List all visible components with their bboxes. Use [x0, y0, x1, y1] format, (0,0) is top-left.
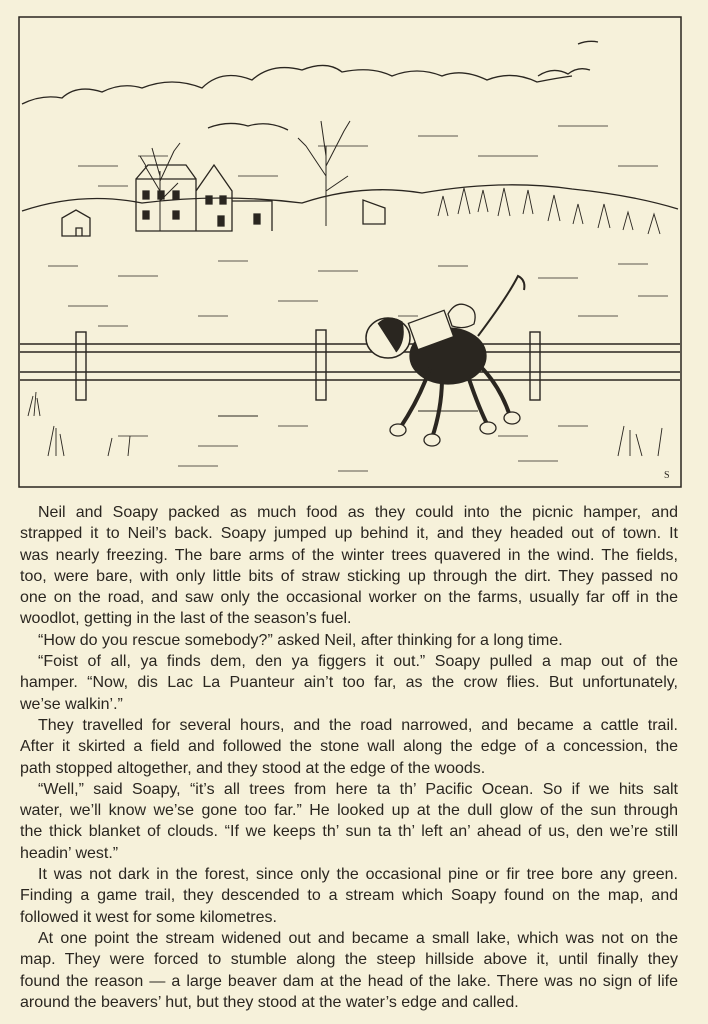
- text-line: After it skirted a field and followed the stone wall along the edge of a concession, the: [20, 738, 678, 756]
- illustration-farm-scene: [18, 16, 682, 488]
- text-line: path stopped altogether, and they stood at the edge of the woods.: [20, 759, 486, 777]
- text-line: Neil and Soapy packed as much food as they could into the picnic hamper, and: [38, 504, 678, 521]
- text-line: was nearly freezing. The bare arms of the winter trees quavered in the wind. The fields,: [20, 546, 678, 564]
- text-line: At one point the stream widened out and became a small lake, which was not on the: [38, 929, 678, 947]
- text-line: the thick blanket of clouds. “If we keeps th’ sun ta th’ left an’ ahead of us, den we’re still: [20, 823, 678, 841]
- text-line: “Foist of all, ya finds dem, den ya figgers it out.” Soapy pulled a map out of the: [38, 653, 678, 671]
- text-line: found the reason — a large beaver dam at the head of the lake. There was no sign of life: [20, 972, 678, 990]
- cloud-outline: [22, 65, 572, 104]
- paragraph: [20, 864, 678, 928]
- paragraph: [20, 928, 678, 1013]
- text-line: hamper. “Now, dis Lac La Puanteur ain’t too far, as the crow flies. But unfortunately,: [20, 674, 678, 692]
- text-line: headin’ west.”: [20, 844, 119, 862]
- text-line: It was not dark in the forest, since only the occasional pine or fir tree bore any green.: [38, 866, 678, 884]
- paragraph: [20, 779, 678, 864]
- paragraph: [20, 715, 678, 779]
- text-line: around the beavers’ hut, but they stood at the water’s edge and called.: [20, 993, 519, 1011]
- grass-tufts: [28, 392, 662, 456]
- soapy-character: [448, 304, 475, 327]
- field-hatching: [48, 261, 668, 326]
- text-line: strapped it to Neil’s back. Soapy jumped up behind it, and they headed out of town. It: [20, 525, 678, 543]
- road-hatching: [118, 426, 588, 471]
- text-line: Finding a game trail, they descended to a stream which Soapy found on the map, and: [20, 887, 678, 905]
- fence: [20, 330, 680, 400]
- hills: [22, 185, 678, 211]
- sky-hatching: [78, 126, 658, 186]
- text-line: “Well,” said Soapy, “it’s all trees from here ta th’ Pacific Ocean. So if we hits salt: [38, 780, 678, 798]
- text-line: one on the road, and saw only the occasional worker on the farms, usually far off in the: [20, 589, 678, 607]
- paragraph: [20, 651, 678, 715]
- distant-woods: [438, 188, 660, 234]
- text-line: map. They were forced to stumble along the steep hillside above it, until finally they: [20, 951, 678, 969]
- text-line: too, were bare, with only little bits of straw sticking up through the dirt. They passed no: [20, 567, 678, 585]
- text-line: They travelled for several hours, and the road narrowed, and became a cattle trail.: [38, 716, 678, 734]
- story-text: [20, 502, 678, 1013]
- text-line: “How do you rescue somebody?” asked Neil, after thinking for a long time.: [38, 631, 563, 649]
- text-line: woodlot, getting in the last of the season’s fuel.: [20, 610, 352, 628]
- text-line: followed it west for some kilometres.: [20, 908, 277, 926]
- illustration-frame: [19, 17, 681, 487]
- paragraph: [20, 630, 678, 651]
- text-line: we’se walkin’.”: [20, 695, 123, 713]
- text-line: water, we’ll know we’se gone too far.” He looked up at the dull glow of the sun through: [20, 802, 678, 820]
- artist-signature: S: [664, 470, 670, 481]
- neil-cow-character: [366, 276, 524, 446]
- paragraph: [20, 502, 678, 630]
- cloud-outline: [208, 41, 598, 130]
